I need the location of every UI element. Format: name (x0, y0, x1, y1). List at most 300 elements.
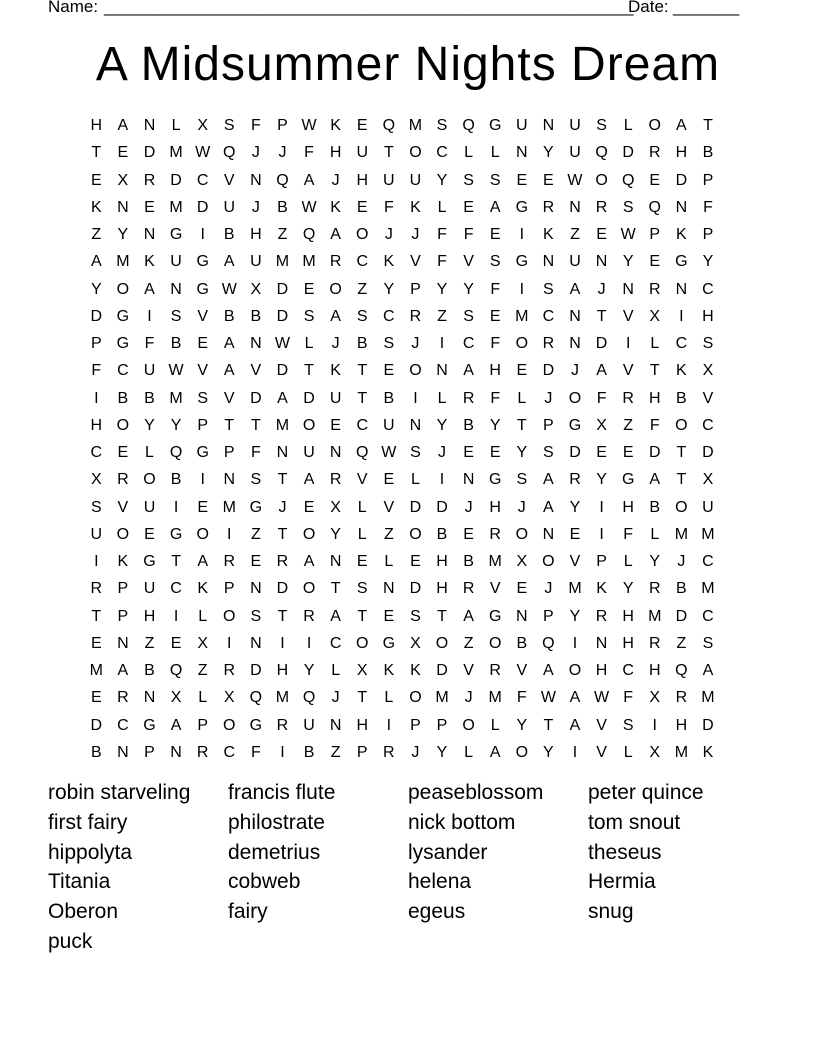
grid-letter: R (595, 198, 608, 216)
grid-letter: A (569, 689, 581, 707)
grid-letter: W (274, 335, 290, 352)
grid-letter: T (676, 444, 687, 461)
grid-letter: D (303, 389, 315, 407)
word-list-item: francis flute (228, 781, 336, 804)
grid-letter: H (622, 607, 634, 625)
grid-letter: F (437, 253, 447, 271)
grid-letter: F (703, 198, 713, 216)
grid-letter: L (650, 525, 660, 543)
grid-letter: B (277, 198, 288, 216)
grid-letter: O (302, 580, 316, 598)
grid-letter: L (437, 389, 447, 407)
grid-letter: T (357, 362, 368, 380)
grid-letter: M (222, 498, 236, 516)
grid-letter: Q (276, 171, 289, 189)
grid-letter: R (622, 389, 634, 407)
grid-letter: K (383, 662, 395, 679)
grid-letter: E (543, 171, 554, 189)
grid-letter: S (436, 117, 448, 134)
grid-letter: R (329, 253, 342, 271)
grid-row (83, 603, 733, 630)
grid-letter: Y (303, 662, 315, 679)
grid-letter: J (331, 171, 340, 189)
grid-letter: B (702, 144, 714, 162)
grid-letter: N (569, 335, 581, 352)
grid-letter: M (169, 389, 183, 407)
grid-letter: G (143, 553, 156, 570)
grid-letter: A (676, 117, 687, 134)
grid-letter: I (306, 634, 312, 652)
grid-letter: C (356, 253, 369, 271)
grid-letter: M (648, 607, 662, 625)
grid-letter: E (303, 498, 315, 516)
grid-letter: Q (462, 117, 475, 134)
grid-letter: C (196, 171, 209, 189)
grid-row (83, 357, 733, 384)
grid-letter: T (304, 362, 314, 380)
grid-letter: U (143, 498, 156, 516)
word-list (48, 778, 768, 957)
grid-letter: X (702, 471, 714, 489)
grid-letter: N (595, 253, 608, 271)
grid-row (83, 112, 733, 139)
grid-letter: L (410, 471, 420, 489)
grid-letter: R (489, 662, 501, 679)
grid-letter: A (702, 662, 714, 679)
grid-letter: G (675, 253, 688, 271)
grid-letter: O (223, 716, 236, 734)
grid-letter: F (490, 389, 501, 407)
grid-letter: O (196, 525, 209, 543)
grid-letter: L (490, 144, 500, 162)
word-list-item: helena (408, 870, 472, 894)
grid-letter: I (386, 716, 392, 734)
grid-letter: Y (649, 553, 661, 570)
grid-letter: V (596, 716, 607, 734)
grid-letter: E (649, 253, 661, 271)
grid-letter: S (463, 171, 474, 189)
grid-letter: P (596, 553, 607, 570)
grid-letter: A (170, 716, 182, 734)
grid-letter: J (517, 498, 526, 516)
grid-letter: N (595, 634, 608, 652)
grid-letter: B (170, 335, 182, 352)
grid-letter: Q (648, 198, 661, 216)
grid-letter: V (383, 498, 395, 516)
grid-letter: P (702, 171, 714, 189)
grid-letter: H (489, 498, 501, 516)
grid-letter: F (649, 416, 660, 434)
grid-letter: G (116, 335, 130, 352)
grid-letter: R (569, 471, 581, 489)
grid-letter: U (250, 253, 262, 271)
grid-letter: G (169, 226, 183, 243)
grid-letter: E (463, 198, 474, 216)
grid-letter: F (516, 689, 527, 707)
grid-letter: K (383, 253, 395, 271)
grid-letter: Y (702, 253, 714, 271)
grid-letter: H (436, 580, 448, 598)
grid-letter: H (648, 662, 661, 679)
grid-letter: H (276, 662, 289, 679)
grid-letter: B (383, 389, 395, 407)
grid-letter: J (411, 226, 420, 243)
grid-letter: N (250, 580, 262, 598)
grid-letter: B (117, 389, 129, 407)
grid-letter: X (596, 416, 607, 434)
grid-letter: E (117, 144, 129, 162)
grid-letter: U (143, 362, 156, 380)
grid-letter: O (143, 471, 156, 489)
grid-letter: X (702, 362, 714, 380)
grid-row (83, 548, 733, 575)
grid-letter: D (542, 362, 555, 380)
grid-letter: F (383, 198, 394, 216)
grid-letter: P (197, 416, 208, 434)
grid-letter: R (90, 580, 103, 598)
grid-letter: A (223, 362, 235, 380)
grid-letter: R (648, 580, 661, 598)
grid-letter: C (675, 335, 688, 352)
grid-letter: B (436, 525, 448, 543)
grid-letter: D (436, 498, 448, 516)
grid-letter: Q (382, 117, 396, 134)
grid-letter: R (276, 553, 289, 570)
grid-letter: L (331, 662, 341, 679)
grid-letter: K (410, 662, 421, 679)
grid-letter: R (196, 743, 209, 761)
word-list-item: demetrius (228, 840, 321, 864)
word-list-item: Hermia (588, 870, 656, 894)
grid-letter: V (410, 253, 421, 271)
grid-letter: M (275, 416, 290, 434)
grid-letter: E (383, 607, 395, 625)
grid-letter: C (117, 716, 129, 734)
grid-letter: D (622, 144, 634, 162)
grid-letter: Y (436, 171, 448, 189)
grid-letter: L (623, 117, 633, 134)
grid-letter: Y (330, 525, 341, 543)
grid-letter: V (622, 307, 634, 325)
grid-letter: C (90, 444, 103, 461)
grid-letter: Z (91, 226, 102, 243)
grid-letter: U (569, 144, 581, 162)
grid-letter: O (488, 634, 502, 652)
grid-letter: N (170, 280, 182, 298)
grid-letter: N (675, 198, 688, 216)
grid-letter: S (622, 198, 634, 216)
grid-letter: G (143, 716, 156, 734)
grid-letter: I (413, 389, 418, 407)
grid-letter: A (543, 471, 554, 489)
grid-letter: C (702, 553, 714, 570)
grid-letter: A (489, 198, 501, 216)
grid-letter: P (223, 580, 235, 598)
word-list-item: lysander (408, 840, 488, 864)
grid-letter: N (516, 607, 528, 625)
grid-letter: S (170, 307, 182, 325)
grid-letter: R (117, 689, 129, 707)
grid-letter: C (702, 416, 714, 434)
grid-letter: P (649, 226, 661, 243)
grid-letter: Q (542, 634, 555, 652)
grid-letter: H (356, 716, 369, 734)
grid-letter: I (599, 498, 604, 516)
grid-letter: Y (117, 226, 129, 243)
grid-letter: M (488, 689, 502, 707)
grid-letter: Z (383, 525, 394, 543)
grid-letter: D (702, 444, 714, 461)
grid-letter: K (596, 580, 607, 598)
grid-letter: I (599, 525, 604, 543)
grid-letter: P (702, 226, 714, 243)
grid-letter: H (90, 117, 103, 134)
grid-letter: D (276, 280, 289, 298)
grid-letter: N (675, 280, 688, 298)
grid-letter: B (516, 634, 528, 652)
word-list-item: cobweb (228, 870, 301, 894)
grid-letter: E (516, 362, 528, 380)
grid-letter: K (330, 362, 341, 380)
grid-letter: S (489, 171, 501, 189)
grid-letter: U (569, 117, 581, 134)
grid-row (83, 712, 733, 739)
grid-letter: Y (383, 280, 395, 298)
grid-letter: P (117, 580, 129, 598)
grid-letter: N (170, 743, 182, 761)
grid-row (83, 248, 733, 275)
grid-letter: V (463, 253, 474, 271)
grid-letter: N (143, 226, 156, 243)
header-line (48, 0, 748, 19)
grid-letter: I (625, 335, 631, 352)
grid-letter: T (224, 416, 235, 434)
grid-letter: E (197, 498, 208, 516)
grid-letter: Y (596, 471, 607, 489)
grid-letter: N (223, 471, 236, 489)
grid-letter: W (301, 117, 317, 134)
grid-letter: O (116, 280, 130, 298)
grid-letter: I (94, 553, 99, 570)
grid-letter: O (515, 743, 529, 761)
grid-letter: N (542, 117, 555, 134)
grid-letter: J (251, 144, 260, 162)
grid-letter: K (410, 198, 421, 216)
grid-letter: E (303, 280, 315, 298)
grid-letter: X (516, 553, 528, 570)
grid-letter: K (330, 117, 341, 134)
grid-letter: E (489, 307, 501, 325)
grid-letter: J (278, 144, 287, 162)
grid-letter: P (144, 743, 155, 761)
grid-letter: N (436, 362, 448, 380)
grid-letter: O (409, 689, 422, 707)
grid-letter: B (223, 307, 235, 325)
grid-letter: Y (516, 444, 528, 461)
word-list-item: nick bottom (408, 810, 516, 834)
grid-row (83, 657, 733, 684)
grid-row (83, 139, 733, 166)
grid-letter: S (410, 607, 421, 625)
grid-letter: E (516, 580, 528, 598)
grid-letter: N (383, 580, 395, 598)
word-list-item: theseus (588, 840, 662, 864)
grid-letter: I (439, 471, 445, 489)
grid-letter: Z (570, 226, 580, 243)
grid-letter: L (145, 444, 154, 461)
grid-letter: E (250, 553, 262, 570)
grid-letter: G (488, 607, 502, 625)
grid-letter: X (649, 307, 661, 325)
grid-letter: Z (144, 634, 155, 652)
grid-letter: J (384, 226, 393, 243)
grid-letter: F (596, 389, 607, 407)
grid-letter: A (330, 607, 341, 625)
grid-letter: O (462, 716, 475, 734)
grid-letter: V (356, 471, 368, 489)
grid-letter: O (435, 634, 449, 652)
grid-letter: X (410, 634, 421, 652)
grid-letter: U (356, 144, 369, 162)
grid-letter: P (223, 444, 235, 461)
grid-row (83, 221, 733, 248)
grid-letter: H (622, 498, 634, 516)
grid-row (83, 575, 733, 602)
grid-letter: Y (622, 580, 634, 598)
grid-letter: D (90, 307, 103, 325)
grid-letter: M (116, 253, 130, 271)
grid-letter: N (329, 553, 342, 570)
grid-row (83, 303, 733, 330)
grid-letter: L (304, 335, 314, 352)
word-list-item: peaseblossom (408, 781, 544, 804)
grid-row (83, 276, 733, 303)
grid-letter: V (702, 389, 714, 407)
grid-letter: E (356, 553, 368, 570)
grid-letter: P (90, 335, 102, 352)
grid-letter: V (250, 362, 262, 380)
grid-letter: D (595, 335, 608, 352)
grid-letter: C (356, 416, 369, 434)
grid-letter: B (90, 743, 102, 761)
grid-letter: O (409, 362, 422, 380)
grid-letter: Y (436, 280, 448, 298)
grid-letter: L (623, 743, 633, 761)
grid-letter: A (330, 307, 341, 325)
grid-letter: M (515, 307, 529, 325)
grid-letter: C (622, 662, 634, 679)
grid-letter: U (170, 253, 182, 271)
grid-letter: E (596, 444, 607, 461)
grid-letter: J (411, 743, 420, 761)
grid-letter: B (144, 662, 155, 679)
grid-letter: S (90, 498, 102, 516)
grid-letter: V (223, 171, 235, 189)
grid-letter: V (223, 389, 235, 407)
grid-letter: V (489, 580, 501, 598)
grid-letter: R (542, 335, 555, 352)
grid-letter: X (223, 689, 235, 707)
grid-letter: V (197, 307, 208, 325)
grid-letter: P (436, 716, 448, 734)
grid-letter: R (542, 198, 555, 216)
grid-letter: I (227, 634, 232, 652)
grid-letter: H (702, 307, 714, 325)
grid-letter: J (278, 498, 287, 516)
grid-letter: J (464, 498, 473, 516)
grid-letter: Q (169, 662, 183, 679)
grid-letter: S (197, 389, 208, 407)
grid-letter: H (143, 607, 156, 625)
grid-letter: I (280, 743, 285, 761)
grid-row (83, 630, 733, 657)
grid-letter: M (169, 198, 183, 216)
grid-letter: A (117, 117, 129, 134)
grid-letter: S (250, 607, 262, 625)
grid-letter: L (490, 716, 500, 734)
grid-letter: O (568, 662, 582, 679)
grid-letter: D (675, 171, 688, 189)
grid-letter: L (384, 553, 394, 570)
grid-letter: S (303, 307, 315, 325)
grid-letter: E (649, 171, 661, 189)
grid-letter: E (569, 525, 581, 543)
grid-letter: T (703, 117, 713, 134)
grid-letter: M (408, 117, 423, 134)
grid-letter: L (357, 498, 367, 516)
grid-letter: M (275, 689, 290, 707)
grid-letter: J (251, 198, 260, 216)
date-blank-line: _______ (673, 0, 740, 16)
grid-letter: Z (676, 634, 687, 652)
grid-letter: L (464, 144, 474, 162)
grid-letter: L (464, 743, 474, 761)
grid-letter: M (568, 580, 582, 598)
grid-letter: G (621, 471, 635, 489)
grid-letter: O (568, 389, 582, 407)
grid-letter: R (462, 580, 475, 598)
grid-letter: F (250, 743, 261, 761)
grid-letter: Y (489, 416, 501, 434)
grid-letter: G (116, 307, 130, 325)
grid-letter: G (515, 198, 529, 216)
grid-letter: S (356, 307, 368, 325)
grid-letter: X (170, 689, 182, 707)
grid-letter: G (196, 280, 209, 298)
grid-letter: E (489, 444, 501, 461)
grid-letter: G (196, 253, 209, 271)
grid-letter: Z (250, 525, 261, 543)
word-list-item: peter quince (588, 781, 704, 804)
grid-letter: E (383, 362, 395, 380)
grid-letter: O (409, 144, 422, 162)
grid-letter: E (330, 416, 341, 434)
grid-letter: R (117, 471, 129, 489)
grid-letter: Y (144, 416, 155, 434)
grid-letter: F (250, 117, 261, 134)
grid-letter: I (652, 716, 657, 734)
grid-letter: L (437, 198, 447, 216)
grid-letter: F (623, 525, 634, 543)
grid-letter: W (540, 689, 556, 707)
grid-letter: I (519, 226, 525, 243)
grid-letter: P (197, 716, 208, 734)
grid-letter: D (675, 607, 688, 625)
grid-letter: F (623, 689, 634, 707)
grid-letter: N (516, 144, 528, 162)
grid-letter: E (117, 444, 129, 461)
grid-letter: T (543, 716, 554, 734)
